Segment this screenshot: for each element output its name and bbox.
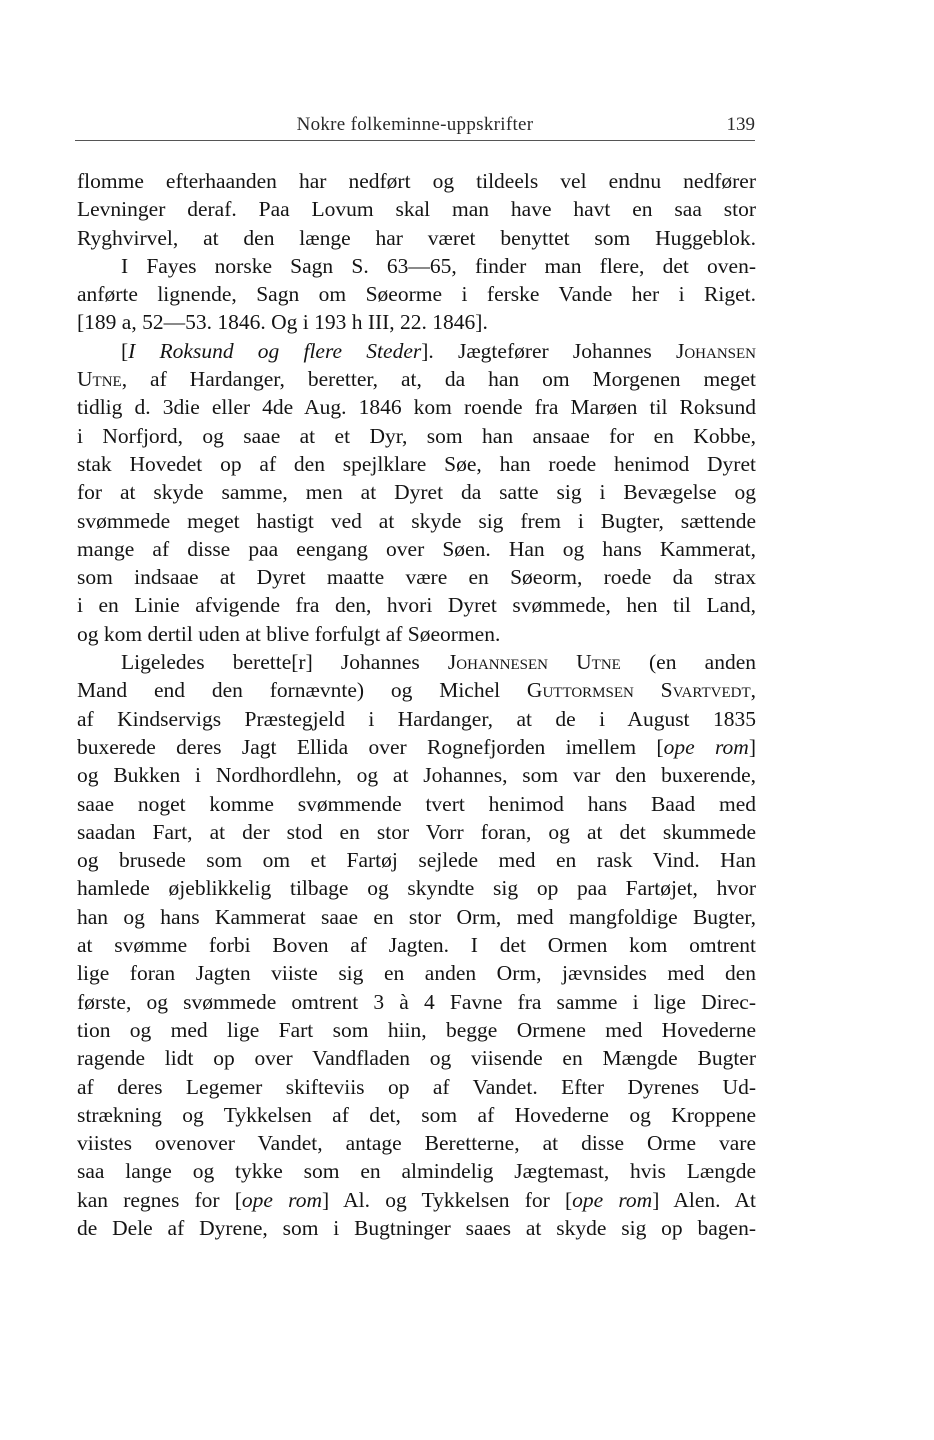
text-line: tidlig d. 3die eller 4de Aug. 1846 kom roende fra Marøen til Roksund [77, 395, 756, 420]
text-line: som indsaae at Dyret maatte være en Søeorm, roede da strax [77, 565, 756, 590]
text-line: saa lange og tykke som en almindelig Jægtemast, hvis Længde [77, 1159, 756, 1184]
text-line: af deres Legemer skifteviis op af Vandet. Efter Dyrenes Ud- [77, 1074, 756, 1099]
person-name: Johansen [675, 338, 756, 363]
text-line: ragende lidt op over Vandfladen og viisende en Mængde Bugter [77, 1046, 756, 1071]
text-line [77, 1186, 756, 1214]
text-run: buxerede deres Jagt Ellida over Rognefjorden imellem [ [77, 734, 664, 759]
text-line: Levninger deraf. Paa Lovum skal man have havt en saa stor [77, 197, 756, 222]
text-run: ] Al. og Tykkelsen for [ [322, 1187, 573, 1212]
text-line: viistes ovenover Vandet, antage Beretterne, at disse Orme vare [77, 1131, 756, 1156]
text-run: Ligeledes berette[r] Johannes [121, 650, 448, 675]
text-line: han og hans Kammerat saae en stor Orm, med mangfoldige Bugter, [77, 904, 756, 929]
text-run: ] [748, 734, 756, 759]
text-line: i Norfjord, og saae at et Dyr, som han ansaae for en Kobbe, [77, 423, 756, 448]
editorial-note: ope rom [663, 734, 749, 759]
text-line: saae noget komme svømmende tvert henimod hans Baad med [77, 791, 756, 816]
text-line: anførte lignende, Sagn om Søeorme i ferske Vande her i Riget. [77, 282, 756, 307]
text-run: Mand end den fornævnte) og Michel [77, 678, 527, 703]
text-line: I Fayes norske Sagn S. 63—65, finder man flere, det oven- [121, 253, 756, 278]
editorial-note: ope rom [241, 1187, 322, 1212]
text-line [77, 733, 756, 761]
text-run: ]. Jægtefører Johannes [421, 338, 676, 363]
body-text [77, 167, 756, 1242]
text-line: hamlede øjeblikkelig tilbage og skyndte sig op paa Fartøjet, hvor [77, 876, 756, 901]
text-line: i en Linie afvigende fra den, hvori Dyret svømmede, hen til Land, [77, 593, 756, 618]
text-line: for at skyde samme, men at Dyret da satte sig i Bevægelse og [77, 480, 756, 505]
text-line: flomme efterhaanden har nedført og tildeels vel endnu nedfører [77, 169, 756, 193]
running-title: Nokre folkeminne-uppskrifter [296, 114, 534, 135]
text-line: tion og med lige Fart som hiin, begge Ormene med Hovederne [77, 1017, 756, 1042]
text-line: svømmede meget hastigt ved at skyde sig frem i Bugter, sættende [77, 508, 756, 533]
text-line: lige foran Jagten viiste sig en anden Orm, jævnsides med den [77, 961, 756, 986]
text-line: de Dele af Dyrene, som i Bugtninger saaes at skyde sig op bagen- [77, 1215, 756, 1240]
text-line: og kom dertil uden at blive forfulgt af Søeormen. [77, 621, 501, 646]
text-line: stak Hovedet op af den spejlklare Søe, han roede henimod Dyret [77, 451, 756, 476]
text-line: mange af disse paa eengang over Søen. Han og hans Kammerat, [77, 536, 756, 561]
text-line [77, 676, 756, 704]
text-line: saadan Fart, at der stod en stor Vorr foran, og at det skummede [77, 819, 756, 844]
text-line: og brusede som om et Fartøj sejlede med en rask Vind. Han [77, 848, 756, 873]
person-name: Johannesen Utne [447, 650, 621, 675]
text-line [77, 365, 756, 393]
text-run: kan regnes for [ [77, 1187, 242, 1212]
text-line: [189 a, 52—53. 1846. Og i 193 h III, 22. 1846]. [77, 310, 488, 335]
text-run: ] Alen. At [652, 1187, 757, 1212]
text-line [77, 648, 756, 676]
person-name: Utne [77, 367, 122, 392]
text-line [77, 337, 756, 365]
text-line: og Bukken i Nordhordlehn, og at Johannes, som var den buxerende, [77, 763, 756, 788]
text-line: at svømme forbi Boven af Jagten. I det Ormen kom omtrent [77, 933, 756, 958]
place-heading: I Roksund og flere Steder [128, 338, 422, 363]
page-header [75, 110, 755, 141]
text-run: , [750, 678, 756, 703]
text-line: Ryghvirvel, at den længe har været benyttet som Huggeblok. [77, 225, 756, 250]
text-run: (en anden [620, 650, 756, 675]
person-name: Guttormsen Svartvedt [526, 678, 751, 703]
text-line: strækning og Tykkelsen af det, som af Hovederne og Kroppene [77, 1102, 756, 1127]
text-line: første, og svømmede omtrent 3 à 4 Favne fra samme i lige Direc- [77, 989, 756, 1014]
text-run: , af Hardanger, beretter, at, da han om Morgenen meget [121, 367, 756, 392]
editorial-note: ope rom [572, 1187, 653, 1212]
text-line: af Kindservigs Præstegjeld i Hardanger, at de i August 1835 [77, 706, 756, 731]
text-run: [ [121, 338, 129, 363]
page-number: 139 [726, 114, 755, 135]
